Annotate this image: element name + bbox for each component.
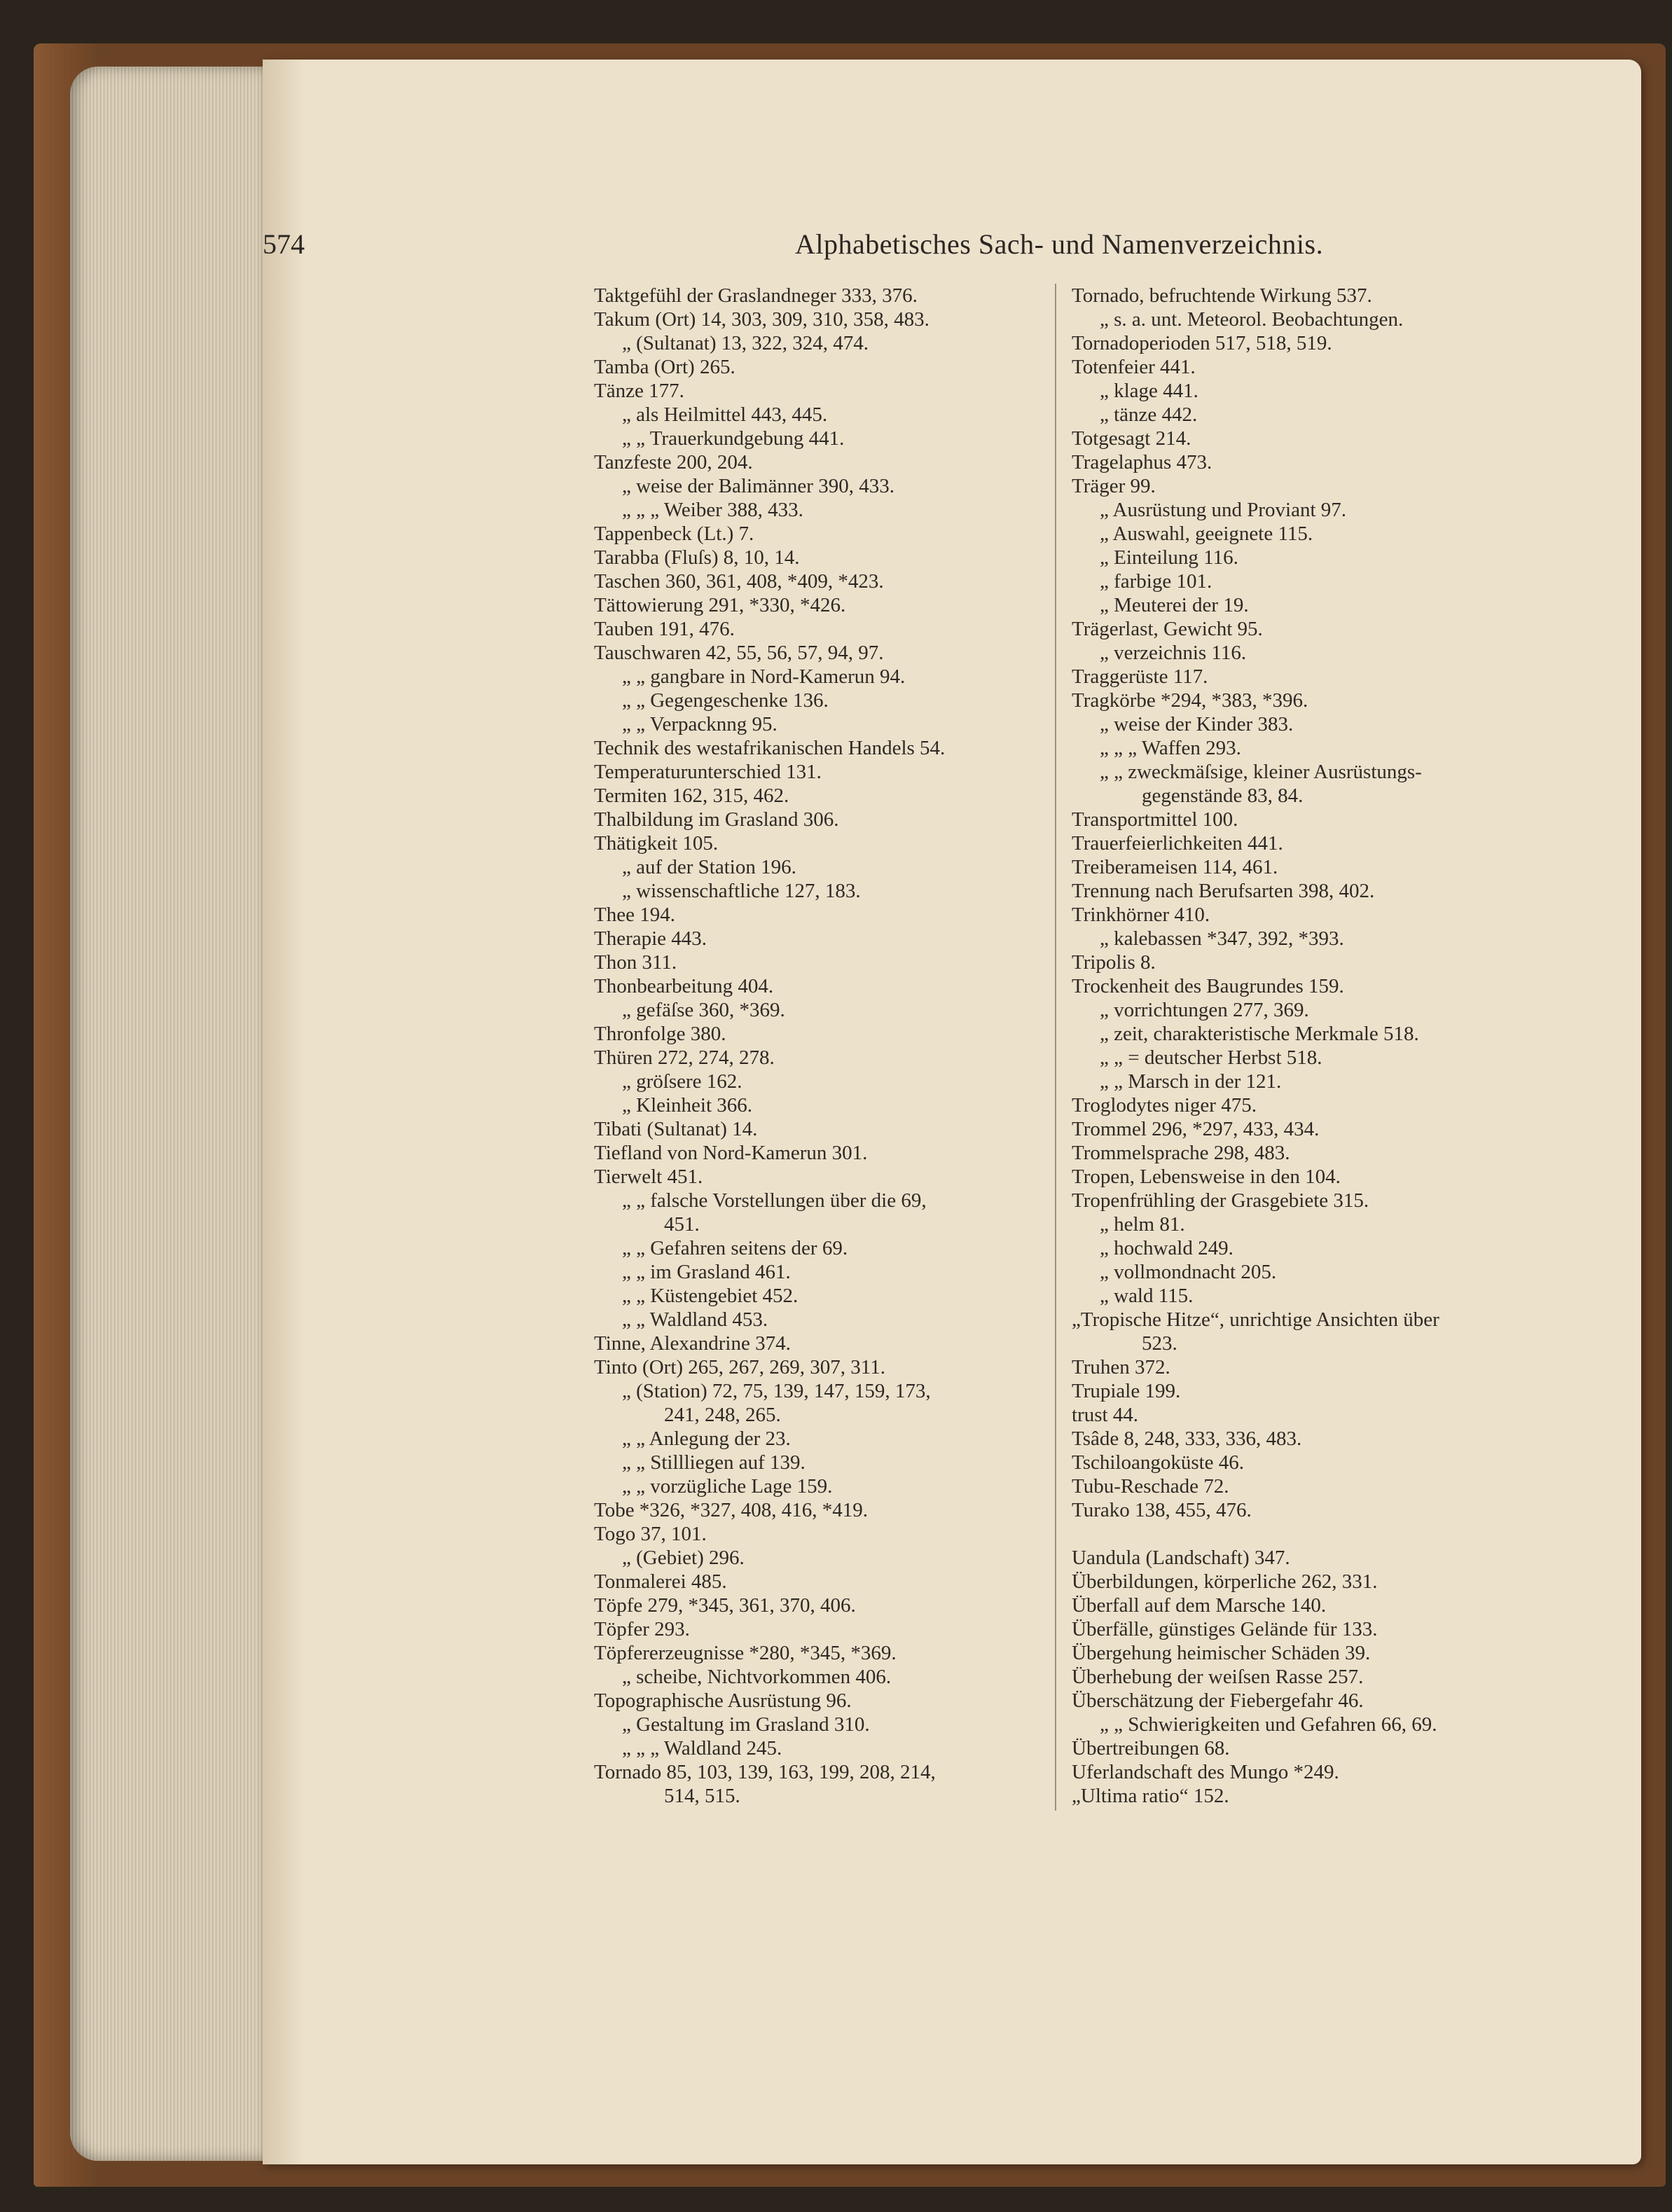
index-entry: „ wald 115. [1100, 1285, 1194, 1307]
index-entry: „ „ Marsch in der 121. [1100, 1070, 1282, 1093]
index-entry: „ s. a. unt. Meteorol. Beobachtungen. [1100, 308, 1404, 331]
index-entry: Übertreibungen 68. [1072, 1737, 1230, 1760]
index-entry: Überhebung der weiſsen Rasse 257. [1072, 1666, 1364, 1688]
index-entry: Taschen 360, 361, 408, *409, *423. [594, 570, 884, 593]
index-entry: „ gefäſse 360, *369. [622, 999, 785, 1021]
index-entry: Überfälle, günstiges Gelände für 133. [1072, 1618, 1378, 1640]
index-entry: Tibati (Sultanat) 14. [594, 1118, 758, 1140]
index-entry: Tragelaphus 473. [1072, 451, 1212, 473]
index-entry: „ tänze 442. [1100, 403, 1198, 426]
index-entry: Totgesagt 214. [1072, 427, 1191, 450]
index-entry: „ Auswahl, geeignete 115. [1100, 523, 1313, 545]
index-entry: „ vorrichtungen 277, 369. [1100, 999, 1309, 1021]
index-entry: trust 44. [1072, 1404, 1139, 1426]
index-entry: gegenstände 83, 84. [1142, 784, 1304, 807]
index-entry: Tornado, befruchtende Wirkung 537. [1072, 284, 1372, 307]
index-entry: Tinne, Alexandrine 374. [594, 1332, 791, 1355]
index-entry: 523. [1142, 1332, 1177, 1355]
page-number: 574 [263, 228, 305, 260]
index-entry: Thon 311. [594, 951, 677, 974]
index-entry: „ hochwald 249. [1100, 1237, 1234, 1259]
index-entry: Tragkörbe *294, *383, *396. [1072, 689, 1308, 712]
index-entry: Uandula (Landschaft) 347. [1072, 1547, 1290, 1569]
index-entry: Träger 99. [1072, 475, 1156, 497]
index-entry: Tiefland von Nord-Kamerun 301. [594, 1142, 868, 1164]
index-entry: Tauschwaren 42, 55, 56, 57, 94, 97. [594, 642, 884, 664]
index-column-left [594, 284, 1049, 1808]
index-entry: Togo 37, 101. [594, 1523, 707, 1545]
index-entry: Überschätzung der Fiebergefahr 46. [1072, 1689, 1364, 1712]
index-entry: Trommel 296, *297, 433, 434. [1072, 1118, 1320, 1140]
index-entry: Tanzfeste 200, 204. [594, 451, 753, 473]
index-entry: Trinkhörner 410. [1072, 904, 1210, 926]
index-entry: „ „ vorzügliche Lage 159. [622, 1475, 833, 1498]
index-entry: Thätigkeit 105. [594, 832, 719, 855]
index-entry: „ gröſsere 162. [622, 1070, 742, 1093]
index-entry: Totenfeier 441. [1072, 356, 1196, 378]
index-entry: „ wissenschaftliche 127, 183. [622, 880, 861, 902]
index-column-right [1072, 284, 1527, 1808]
index-entry: „ verzeichnis 116. [1100, 642, 1247, 664]
index-entry: Übergehung heimischer Schäden 39. [1072, 1642, 1371, 1664]
index-entry: Trauerfeierlichkeiten 441. [1072, 832, 1283, 855]
index-entry: „ zeit, charakteristische Merkmale 518. [1100, 1023, 1419, 1045]
index-entry: 451. [664, 1213, 700, 1236]
index-entry: Turako 138, 455, 476. [1072, 1499, 1252, 1521]
index-entry: Trupiale 199. [1072, 1380, 1181, 1402]
index-entry: Trockenheit des Baugrundes 159. [1072, 975, 1344, 997]
index-entry: Thronfolge 380. [594, 1023, 726, 1045]
index-entry: „ klage 441. [1100, 380, 1198, 402]
index-entry: Trägerlast, Gewicht 95. [1072, 618, 1263, 640]
index-entry: Thonbearbeitung 404. [594, 975, 774, 997]
page-edges [70, 67, 280, 2161]
index-entry: Tubu-Reschade 72. [1072, 1475, 1229, 1498]
index-entry: „ „ „ Weiber 388, 433. [622, 499, 803, 521]
index-entry: Tsâde 8, 248, 333, 336, 483. [1072, 1428, 1302, 1450]
index-entry: Uferlandschaft des Mungo *249. [1072, 1761, 1339, 1783]
index-entry: Überbildungen, körperliche 262, 331. [1072, 1570, 1378, 1593]
index-entry: „ Einteilung 116. [1100, 546, 1238, 569]
index-entry: „ „ Stillliegen auf 139. [622, 1451, 806, 1474]
index-entry: „ weise der Kinder 383. [1100, 713, 1294, 735]
index-entry: „ „ im Grasland 461. [622, 1261, 791, 1283]
index-entry: Tierwelt 451. [594, 1166, 703, 1188]
index-entry: „ „ Trauerkundgebung 441. [622, 427, 845, 450]
index-entry: Tamba (Ort) 265. [594, 356, 735, 378]
index-entry: „ „ Gefahren seitens der 69. [622, 1237, 848, 1259]
index-entry: Tappenbeck (Lt.) 7. [594, 523, 754, 545]
index-entry: Töpfer 293. [594, 1618, 690, 1640]
index-entry: Technik des westafrikanischen Handels 54. [594, 737, 946, 759]
index-entry: Takum (Ort) 14, 303, 309, 310, 358, 483. [594, 308, 930, 331]
index-entry: Tänze 177. [594, 380, 684, 402]
index-entry: Trennung nach Berufsarten 398, 402. [1072, 880, 1375, 902]
index-entry: 514, 515. [664, 1785, 740, 1807]
index-entry: „ (Gebiet) 296. [622, 1547, 745, 1569]
index-entry: „ scheibe, Nichtvorkommen 406. [622, 1666, 892, 1688]
index-entry: „ (Station) 72, 75, 139, 147, 159, 173, [622, 1380, 931, 1402]
index-entry: Tättowierung 291, *330, *426. [594, 594, 846, 616]
index-entry: „ Ausrüstung und Proviant 97. [1100, 499, 1347, 521]
index-entry: „ „ Verpacknng 95. [622, 713, 778, 735]
index-entry: 241, 248, 265. [664, 1404, 781, 1426]
index-entry: „ weise der Balimänner 390, 433. [622, 475, 894, 497]
index-entry: Tinto (Ort) 265, 267, 269, 307, 311. [594, 1356, 885, 1378]
index-entry: Treiberameisen 114, 461. [1072, 856, 1278, 878]
index-entry: „ „ zweckmäſsige, kleiner Ausrüstungs- [1100, 761, 1422, 783]
index-entry: Tauben 191, 476. [594, 618, 735, 640]
index-entry: „ „ Gegengeschenke 136. [622, 689, 829, 712]
index-entry: „ vollmondnacht 205. [1100, 1261, 1277, 1283]
index-entry: Therapie 443. [594, 927, 707, 950]
index-entry: Temperaturunterschied 131. [594, 761, 822, 783]
index-entry: „ „ Küstengebiet 452. [622, 1285, 799, 1307]
index-entry: „ helm 81. [1100, 1213, 1185, 1236]
index-entry: „ Meuterei der 19. [1100, 594, 1249, 616]
index-entry: Tripolis 8. [1072, 951, 1156, 974]
index-entry: Trommelsprache 298, 483. [1072, 1142, 1290, 1164]
index-entry: Tschiloangoküste 46. [1072, 1451, 1245, 1474]
index-entry: „ „ Waldland 453. [622, 1308, 768, 1331]
index-entry: Topographische Ausrüstung 96. [594, 1689, 852, 1712]
index-entry: „ „ falsche Vorstellungen über die 69, [622, 1189, 927, 1212]
index-entry: „ „ Schwierigkeiten und Gefahren 66, 69. [1100, 1713, 1437, 1736]
index-entry: Termiten 162, 315, 462. [594, 784, 789, 807]
index-entry: „Ultima ratio“ 152. [1072, 1785, 1229, 1807]
index-entry: „ farbige 101. [1100, 570, 1212, 593]
index-entry: „ „ „ Waffen 293. [1100, 737, 1241, 759]
index-entry: Thee 194. [594, 904, 675, 926]
index-entry: Tonmalerei 485. [594, 1570, 727, 1593]
index-entry: Tarabba (Fluſs) 8, 10, 14. [594, 546, 800, 569]
index-entry: Töpfererzeugnisse *280, *345, *369. [594, 1642, 897, 1664]
index-entry: Tropenfrühling der Grasgebiete 315. [1072, 1189, 1369, 1212]
index-entry: Tobe *326, *327, 408, 416, *419. [594, 1499, 869, 1521]
index-entry: Tornadoperioden 517, 518, 519. [1072, 332, 1332, 354]
index-entry: Tornado 85, 103, 139, 163, 199, 208, 214, [594, 1761, 936, 1783]
index-entry: Tropen, Lebensweise in den 104. [1072, 1166, 1341, 1188]
index-entry: Thalbildung im Grasland 306. [594, 808, 839, 831]
index-entry: „ „ „ Waldland 245. [622, 1737, 782, 1760]
index-entry: „Tropische Hitze“, unrichtige Ansichten über [1072, 1308, 1439, 1331]
index-entry: Transportmittel 100. [1072, 808, 1238, 831]
index-entry: „ kalebassen *347, 392, *393. [1100, 927, 1344, 950]
column-divider [1055, 284, 1056, 1811]
index-entry: Troglodytes niger 475. [1072, 1094, 1257, 1117]
index-entry: „ Kleinheit 366. [622, 1094, 753, 1117]
index-entry: Überfall auf dem Marsche 140. [1072, 1594, 1327, 1617]
index-entry: Thüren 272, 274, 278. [594, 1046, 775, 1069]
index-entry: „ „ Anlegung der 23. [622, 1428, 791, 1450]
index-entry: Truhen 372. [1072, 1356, 1170, 1378]
index-entry: „ auf der Station 196. [622, 856, 796, 878]
index-entry: Taktgefühl der Graslandneger 333, 376. [594, 284, 918, 307]
index-entry: „ „ gangbare in Nord-Kamerun 94. [622, 665, 906, 688]
index-entry: „ (Sultanat) 13, 322, 324, 474. [622, 332, 869, 354]
index-entry: „ als Heilmittel 443, 445. [622, 403, 828, 426]
index-entry: „ „ = deutscher Herbst 518. [1100, 1046, 1322, 1069]
index-entry: Traggerüste 117. [1072, 665, 1208, 688]
running-title: Alphabetisches Sach- und Namenverzeichnis. [795, 228, 1324, 260]
index-entry: Töpfe 279, *345, 361, 370, 406. [594, 1594, 856, 1617]
index-entry: „ Gestaltung im Grasland 310. [622, 1713, 870, 1736]
